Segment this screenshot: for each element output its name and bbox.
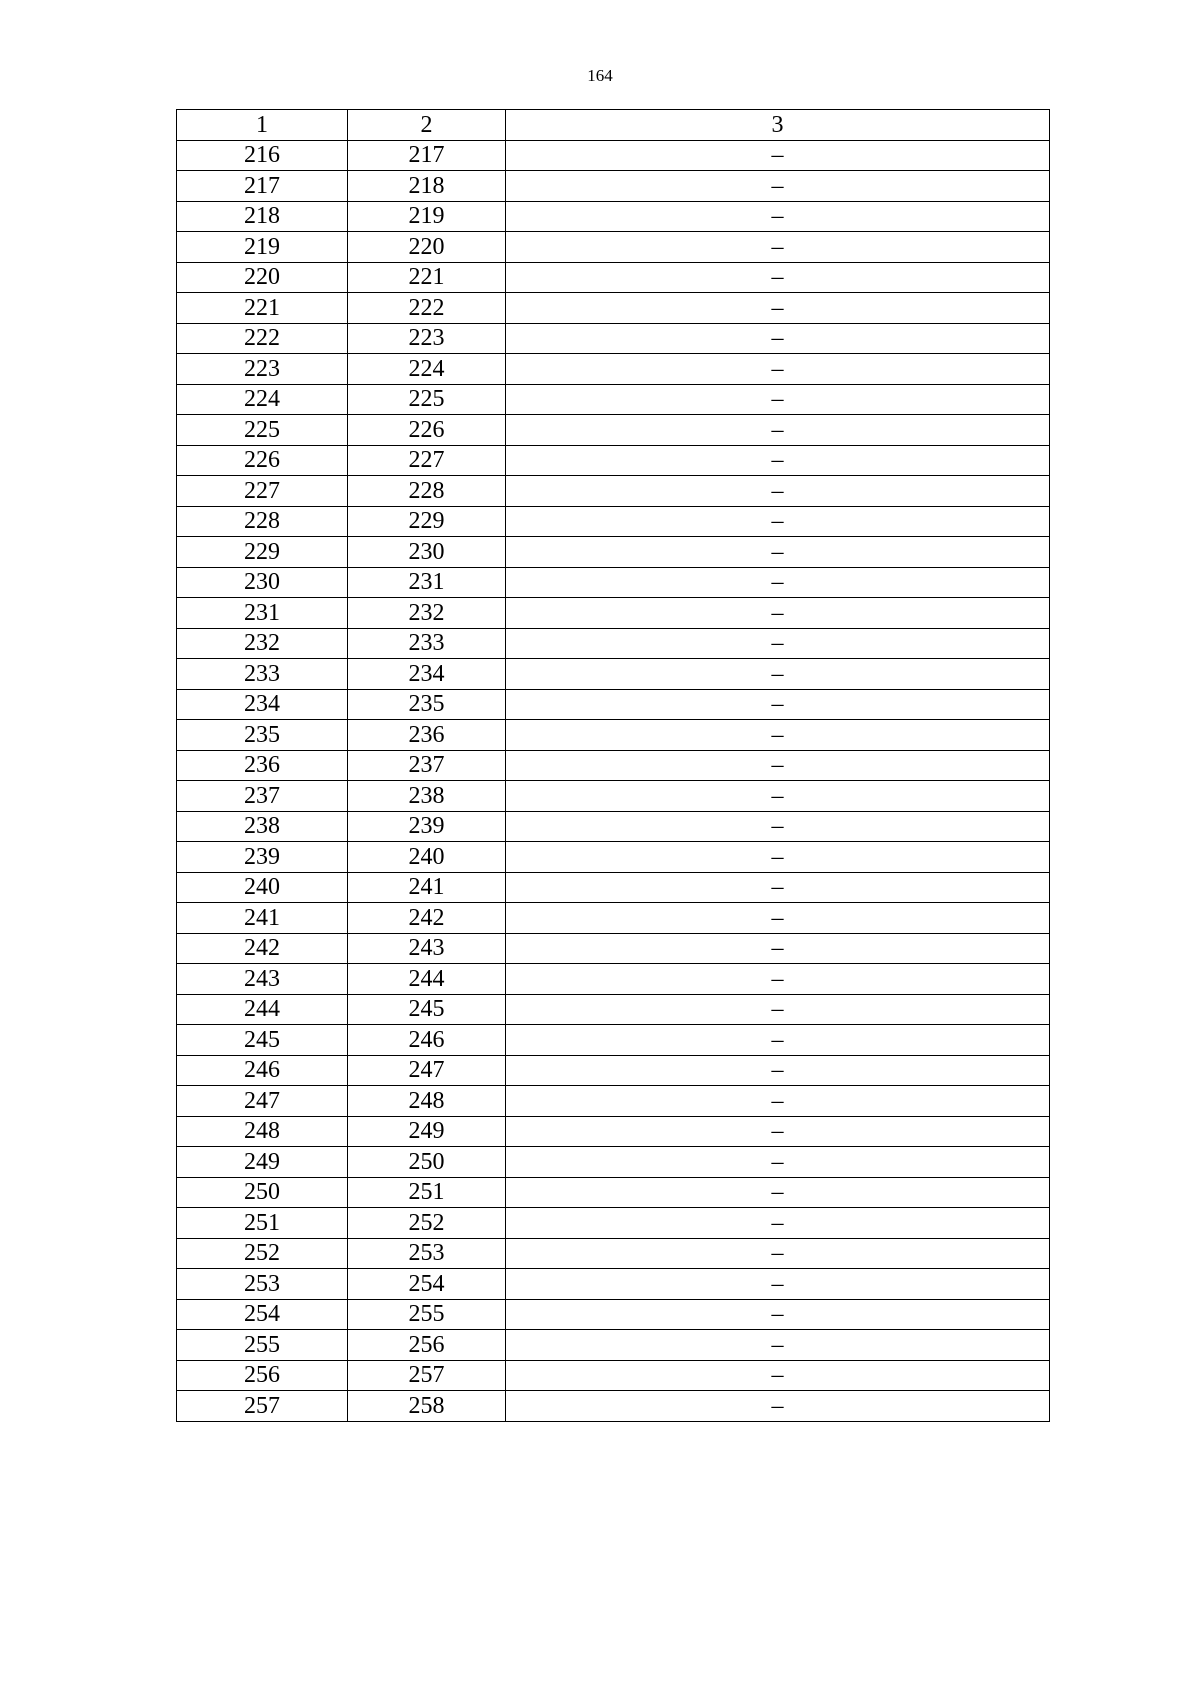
- table-row: [177, 811, 1050, 842]
- table-cell-col-1: 247: [177, 1086, 348, 1117]
- table-cell-col-1: 245: [177, 1025, 348, 1056]
- table-cell-col-3: –: [506, 1238, 1050, 1269]
- table-cell-col-1: 240: [177, 872, 348, 903]
- table-cell-col-1: 253: [177, 1269, 348, 1300]
- table-cell-col-1: 243: [177, 964, 348, 995]
- table-cell-col-3: –: [506, 903, 1050, 934]
- table-row: [177, 1055, 1050, 1086]
- table-cell-col-2: 234: [348, 659, 506, 690]
- table-cell-col-3: –: [506, 567, 1050, 598]
- table-cell-col-3: –: [506, 750, 1050, 781]
- table-cell-col-1: 257: [177, 1391, 348, 1422]
- table-cell-col-2: 229: [348, 506, 506, 537]
- table-cell-col-2: 244: [348, 964, 506, 995]
- table-cell-col-2: 218: [348, 171, 506, 202]
- table-cell-col-2: 255: [348, 1299, 506, 1330]
- table-cell-col-1: 230: [177, 567, 348, 598]
- table-cell-col-1: 252: [177, 1238, 348, 1269]
- table-cell-col-3: –: [506, 1025, 1050, 1056]
- table-cell-col-2: 257: [348, 1360, 506, 1391]
- table-cell-col-1: 255: [177, 1330, 348, 1361]
- table-header-row: [177, 110, 1050, 141]
- table-row: [177, 964, 1050, 995]
- table-cell-col-1: 241: [177, 903, 348, 934]
- table-cell-col-3: –: [506, 1177, 1050, 1208]
- table-cell-col-1: 256: [177, 1360, 348, 1391]
- table-row: [177, 140, 1050, 171]
- table-cell-col-2: 226: [348, 415, 506, 446]
- table-cell-col-2: 241: [348, 872, 506, 903]
- table-row: [177, 1147, 1050, 1178]
- table-row: [177, 872, 1050, 903]
- table-row: [177, 293, 1050, 324]
- table-cell-col-2: 239: [348, 811, 506, 842]
- table-row: [177, 445, 1050, 476]
- table-cell-col-3: –: [506, 171, 1050, 202]
- table-cell-col-2: 248: [348, 1086, 506, 1117]
- table-cell-col-1: 229: [177, 537, 348, 568]
- table-row: [177, 720, 1050, 751]
- table-cell-col-3: –: [506, 506, 1050, 537]
- table-cell-col-3: –: [506, 1391, 1050, 1422]
- table-row: [177, 1086, 1050, 1117]
- table-cell-col-3: –: [506, 598, 1050, 629]
- table-cell-col-1: 227: [177, 476, 348, 507]
- table-cell-col-2: 219: [348, 201, 506, 232]
- table-cell-col-1: 220: [177, 262, 348, 293]
- table-cell-col-1: 239: [177, 842, 348, 873]
- table-cell-col-1: 232: [177, 628, 348, 659]
- table-row: [177, 384, 1050, 415]
- table-cell-col-3: –: [506, 1269, 1050, 1300]
- table-cell-col-3: –: [506, 1116, 1050, 1147]
- table-cell-col-2: 242: [348, 903, 506, 934]
- table-cell-col-2: 249: [348, 1116, 506, 1147]
- table-row: [177, 1238, 1050, 1269]
- table-cell-col-2: 247: [348, 1055, 506, 1086]
- table-cell-col-3: –: [506, 964, 1050, 995]
- table-cell-col-3: –: [506, 1055, 1050, 1086]
- table-cell-col-2: 236: [348, 720, 506, 751]
- table-row: [177, 1208, 1050, 1239]
- table-cell-col-3: –: [506, 689, 1050, 720]
- table-row: [177, 232, 1050, 263]
- table-cell-col-2: 235: [348, 689, 506, 720]
- table-row: [177, 1299, 1050, 1330]
- table-cell-col-2: 246: [348, 1025, 506, 1056]
- table-cell-col-3: –: [506, 720, 1050, 751]
- table-cell-col-3: –: [506, 781, 1050, 812]
- table-cell-col-1: 238: [177, 811, 348, 842]
- column-header-3: 3: [506, 110, 1050, 141]
- table-cell-col-1: 224: [177, 384, 348, 415]
- table-row: [177, 628, 1050, 659]
- table-cell-col-3: –: [506, 262, 1050, 293]
- table-row: [177, 506, 1050, 537]
- table-cell-col-2: 251: [348, 1177, 506, 1208]
- table-row: [177, 1025, 1050, 1056]
- table-cell-col-3: –: [506, 415, 1050, 446]
- table-cell-col-2: 232: [348, 598, 506, 629]
- table-cell-col-1: 218: [177, 201, 348, 232]
- table-row: [177, 659, 1050, 690]
- table-cell-col-3: –: [506, 628, 1050, 659]
- data-table: [176, 109, 1050, 1422]
- table-row: [177, 1391, 1050, 1422]
- table-cell-col-2: 230: [348, 537, 506, 568]
- table-cell-col-1: 242: [177, 933, 348, 964]
- table-cell-col-2: 240: [348, 842, 506, 873]
- table-row: [177, 933, 1050, 964]
- table-cell-col-2: 217: [348, 140, 506, 171]
- table-cell-col-1: 249: [177, 1147, 348, 1178]
- table-cell-col-3: –: [506, 476, 1050, 507]
- table-cell-col-1: 246: [177, 1055, 348, 1086]
- table-row: [177, 354, 1050, 385]
- table-cell-col-1: 225: [177, 415, 348, 446]
- table-row: [177, 994, 1050, 1025]
- table-cell-col-1: 234: [177, 689, 348, 720]
- table-row: [177, 537, 1050, 568]
- table-cell-col-2: 233: [348, 628, 506, 659]
- table-cell-col-1: 236: [177, 750, 348, 781]
- table-cell-col-2: 245: [348, 994, 506, 1025]
- data-table-container: [176, 109, 1050, 1422]
- table-cell-col-2: 252: [348, 1208, 506, 1239]
- page-number: 164: [587, 66, 613, 85]
- table-cell-col-3: –: [506, 537, 1050, 568]
- table-row: [177, 1330, 1050, 1361]
- table-cell-col-1: 226: [177, 445, 348, 476]
- table-cell-col-3: –: [506, 232, 1050, 263]
- table-cell-col-3: –: [506, 201, 1050, 232]
- table-cell-col-2: 220: [348, 232, 506, 263]
- table-cell-col-3: –: [506, 1086, 1050, 1117]
- table-cell-col-3: –: [506, 354, 1050, 385]
- table-cell-col-2: 227: [348, 445, 506, 476]
- table-cell-col-1: 254: [177, 1299, 348, 1330]
- table-cell-col-1: 248: [177, 1116, 348, 1147]
- table-cell-col-3: –: [506, 293, 1050, 324]
- table-cell-col-3: –: [506, 323, 1050, 354]
- table-cell-col-3: –: [506, 384, 1050, 415]
- table-cell-col-1: 217: [177, 171, 348, 202]
- table-cell-col-1: 222: [177, 323, 348, 354]
- table-row: [177, 842, 1050, 873]
- table-cell-col-2: 222: [348, 293, 506, 324]
- table-row: [177, 323, 1050, 354]
- table-cell-col-1: 251: [177, 1208, 348, 1239]
- table-row: [177, 750, 1050, 781]
- table-cell-col-2: 258: [348, 1391, 506, 1422]
- table-row: [177, 567, 1050, 598]
- table-cell-col-2: 225: [348, 384, 506, 415]
- table-cell-col-3: –: [506, 1330, 1050, 1361]
- column-header-1: 1: [177, 110, 348, 141]
- table-cell-col-2: 231: [348, 567, 506, 598]
- table-row: [177, 171, 1050, 202]
- table-cell-col-3: –: [506, 1299, 1050, 1330]
- table-cell-col-2: 256: [348, 1330, 506, 1361]
- table-row: [177, 201, 1050, 232]
- table-cell-col-2: 243: [348, 933, 506, 964]
- table-cell-col-3: –: [506, 933, 1050, 964]
- table-cell-col-1: 237: [177, 781, 348, 812]
- table-row: [177, 262, 1050, 293]
- column-header-2: 2: [348, 110, 506, 141]
- table-cell-col-2: 237: [348, 750, 506, 781]
- table-cell-col-2: 223: [348, 323, 506, 354]
- table-cell-col-2: 253: [348, 1238, 506, 1269]
- table-row: [177, 903, 1050, 934]
- table-cell-col-1: 228: [177, 506, 348, 537]
- table-row: [177, 476, 1050, 507]
- table-cell-col-2: 228: [348, 476, 506, 507]
- table-body: [177, 140, 1050, 1421]
- table-row: [177, 1116, 1050, 1147]
- table-cell-col-3: –: [506, 842, 1050, 873]
- table-cell-col-2: 221: [348, 262, 506, 293]
- table-cell-col-3: –: [506, 1360, 1050, 1391]
- table-cell-col-2: 224: [348, 354, 506, 385]
- table-cell-col-3: –: [506, 1208, 1050, 1239]
- table-cell-col-1: 219: [177, 232, 348, 263]
- table-row: [177, 598, 1050, 629]
- table-row: [177, 1360, 1050, 1391]
- table-cell-col-2: 238: [348, 781, 506, 812]
- table-row: [177, 1177, 1050, 1208]
- table-cell-col-2: 250: [348, 1147, 506, 1178]
- table-cell-col-3: –: [506, 872, 1050, 903]
- table-cell-col-1: 250: [177, 1177, 348, 1208]
- table-row: [177, 415, 1050, 446]
- table-cell-col-2: 254: [348, 1269, 506, 1300]
- table-cell-col-1: 221: [177, 293, 348, 324]
- table-cell-col-1: 231: [177, 598, 348, 629]
- table-cell-col-3: –: [506, 994, 1050, 1025]
- table-cell-col-3: –: [506, 140, 1050, 171]
- table-cell-col-3: –: [506, 1147, 1050, 1178]
- table-row: [177, 781, 1050, 812]
- table-cell-col-1: 216: [177, 140, 348, 171]
- table-cell-col-3: –: [506, 445, 1050, 476]
- table-cell-col-1: 233: [177, 659, 348, 690]
- table-cell-col-1: 235: [177, 720, 348, 751]
- table-cell-col-3: –: [506, 659, 1050, 690]
- table-cell-col-1: 223: [177, 354, 348, 385]
- table-row: [177, 1269, 1050, 1300]
- table-cell-col-3: –: [506, 811, 1050, 842]
- table-row: [177, 689, 1050, 720]
- table-cell-col-1: 244: [177, 994, 348, 1025]
